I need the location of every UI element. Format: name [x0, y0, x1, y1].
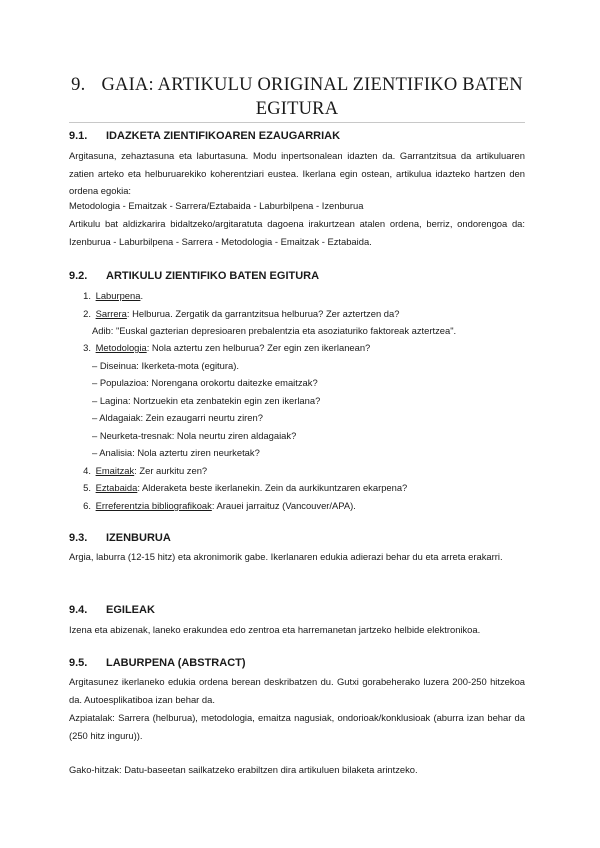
list-item — [69, 305, 525, 323]
paragraph: Argia, laburra (12-15 hitz) eta akronimorik gabe. Ikerlanaren edukia adierazi behar du eta arreta erakarri. — [69, 551, 503, 562]
list-term: Sarrera — [95, 308, 127, 319]
list-item — [69, 287, 525, 305]
chapter-number: 9. — [71, 75, 86, 95]
section-number: 9.4. — [69, 604, 88, 616]
list-item — [69, 479, 525, 497]
sub-item: – Lagina: Nortzuekin eta zenbatekin egin zen ikerlana? — [92, 395, 321, 406]
list-number: 3. — [83, 342, 91, 353]
paragraph: Artikulu bat aldizkarira bidaltzeko/argitaratuta dagoena irakurtzean atalen ordena, berriz, ondorengoa da: Izenburua - Laburbilpena - Sarrera - Metodologia - Emaitzak - Eztabaida. — [69, 218, 525, 247]
list-text: : Arauei jarraituz (Vancouver/APA). — [211, 500, 356, 511]
chapter-title — [69, 73, 525, 121]
section-heading-9-3 — [69, 531, 171, 545]
section-heading-9-4 — [69, 603, 155, 617]
sub-item: – Aldagaiak: Zein ezaugarri neurtu ziren? — [92, 412, 263, 423]
list-item — [69, 462, 525, 480]
section-number: 9.2. — [69, 270, 88, 282]
list-term: Metodologia — [95, 342, 147, 353]
list-text: . — [140, 290, 144, 301]
sub-item: – Populazioa: Norengana orokortu daitezke emaitzak? — [92, 377, 318, 388]
list-term: Emaitzak — [95, 465, 135, 476]
list-text: : Alderaketa beste ikerlanekin. Zein da aurkikuntzaren ekarpena? — [137, 482, 408, 493]
sub-item: – Neurketa-tresnak: Nola neurtu ziren aldagaiak? — [92, 430, 297, 441]
list-number: 6. — [83, 500, 91, 511]
list-text: : Helburua. Zergatik da garrantzitsua helburua? Zer aztertzen da? — [126, 308, 400, 319]
section-title: LABURPENA (ABSTRACT) — [106, 657, 246, 669]
list-term: Eztabaida — [95, 482, 138, 493]
chapter-title-text: GAIA: ARTIKULU ORIGINAL ZIENTIFIKO BATEN EGITURA — [101, 75, 523, 119]
section-title: EGILEAK — [106, 604, 155, 616]
section-heading-9-5 — [69, 656, 246, 670]
section-heading-9-1 — [69, 129, 340, 143]
list-text: : Nola aztertu zen helburua? Zer egin zen ikerlanean? — [146, 342, 371, 353]
paragraph: Argitasuna, zehaztasuna eta laburtasuna. Modu inpertsonalean idazten da. Garrantzitsua da artikuluaren zatien arteko eta helburuarekiko koherentziari eustea. Ikerlana egin ostean, artikulua idazteko hartzen den ordena egokia: — [69, 150, 525, 196]
section-title: IDAZKETA ZIENTIFIKOAREN EZAUGARRIAK — [106, 130, 341, 142]
sub-item: – Diseinua: Ikerketa-mota (egitura). — [92, 360, 239, 371]
sub-item: – Analisia: Nola aztertu ziren neurketak? — [92, 447, 260, 458]
list-term: Erreferentzia bibliografikoak — [95, 500, 212, 511]
section-heading-9-2 — [69, 269, 319, 283]
paragraph: Gako-hitzak: Datu-baseetan sailkatzeko erabiltzen dira artikuluen bilaketa arintzeko. — [69, 764, 418, 775]
list-item — [69, 497, 525, 515]
list-number: 1. — [83, 290, 91, 301]
list-item — [69, 339, 525, 357]
example-text: Adib: "Euskal gazterian depresioaren prebalentzia eta asoziaturiko faktoreak aztertzea". — [92, 325, 457, 336]
section-number: 9.1. — [69, 130, 88, 142]
section-title: IZENBURUA — [106, 532, 171, 544]
title-divider — [69, 122, 525, 123]
section-number: 9.3. — [69, 532, 88, 544]
list-text: : Zer aurkitu zen? — [134, 465, 208, 476]
list-number: 4. — [83, 465, 91, 476]
section-title: ARTIKULU ZIENTIFIKO BATEN EGITURA — [106, 270, 320, 282]
paragraph: Azpiatalak: Sarrera (helburua), metodologia, emaitza nagusiak, ondorioak/konklusioak (aburra izan behar da (250 hitz inguru)). — [69, 712, 525, 741]
paragraph: Argitasunez ikerlaneko edukia ordena berean deskribatzen du. Gutxi gorabeherako luzera 200-250 hitzekoa da. Autoesplikatiboa izan behar da. — [69, 676, 525, 705]
document-page — [69, 0, 525, 848]
paragraph: Izena eta abizenak, laneko erakundea edo zentroa eta harremanetan jartzeko helbide elektronikoa. — [69, 624, 481, 635]
list-term: Laburpena — [95, 290, 141, 301]
section-number: 9.5. — [69, 657, 88, 669]
paragraph: Metodologia - Emaitzak - Sarrera/Eztabaida - Laburbilpena - Izenburua — [69, 200, 364, 211]
list-number: 5. — [83, 482, 91, 493]
list-number: 2. — [83, 308, 91, 319]
